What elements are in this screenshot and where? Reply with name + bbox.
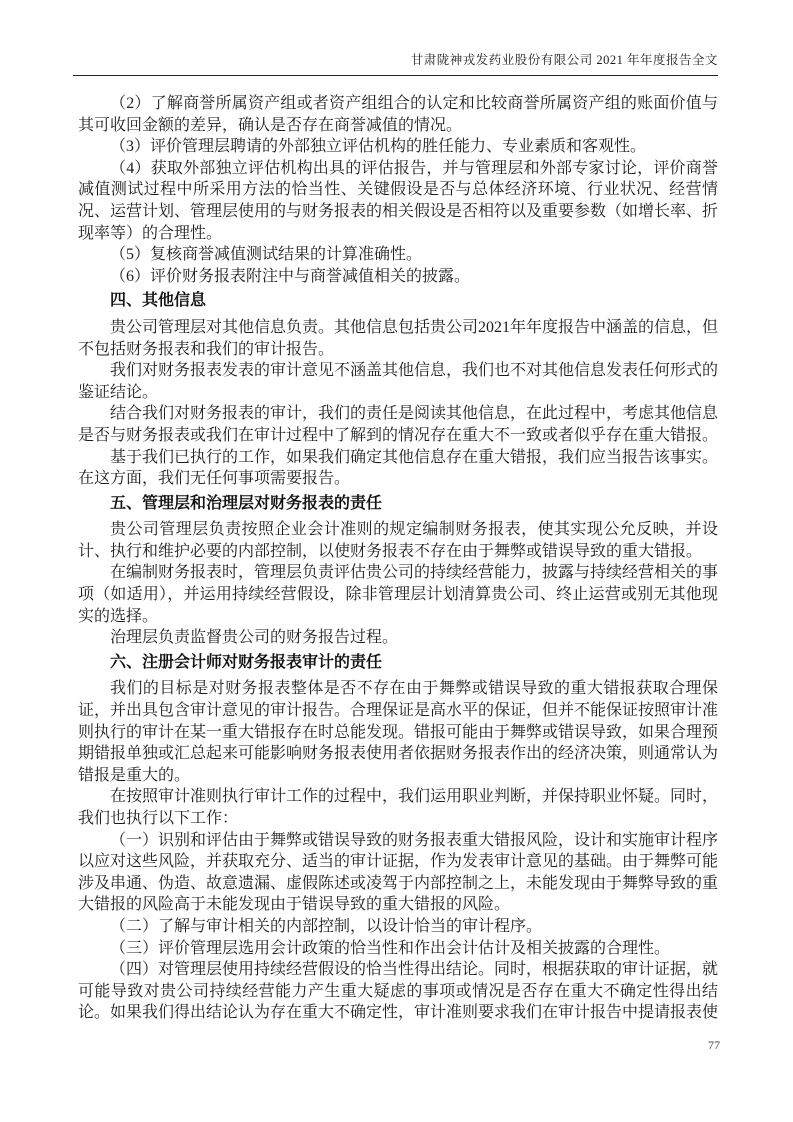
paragraph: 贵公司管理层对其他信息负责。其他信息包括贵公司2021年年度报告中涵盖的信息，但不包括财务报表和我们的审计报告。 [78, 318, 719, 358]
paragraph: 治理层负责监督贵公司的财务报告过程。 [110, 629, 399, 647]
section-heading-other-information: 四、其他信息 [110, 292, 207, 310]
paragraph: （3）评价管理层聘请的外部独立评估机构的胜任能力、专业素质和客观性。 [110, 138, 647, 156]
header-title: 甘肃陇神戎发药业股份有限公司 2021 年年度报告全文 [73, 50, 718, 76]
paragraph: （一）识别和评估由于舞弊或错误导致的财务报表重大错报风险，设计和实施审计程序以应对这些风险，并获取充分、适当的审计证据，作为发表审计意见的基础。由于舞弊可能涉及串通、伪造、故意遗漏、虚假陈述或凌驾于内部控制之上，未能发现由于舞弊导致的重大错报的风险高于未能发现由于错误导致的重大错报的风险。 [78, 831, 719, 914]
paragraph: （二）了解与审计相关的内部控制，以设计恰当的审计程序。 [110, 917, 543, 935]
paragraph: 基于我们已执行的工作，如果我们确定其他信息存在重大错报，我们应当报告该事实。在这方面，我们无任何事项需要报告。 [78, 448, 719, 488]
section-heading-auditor-responsibility: 六、注册会计师对财务报表审计的责任 [110, 653, 383, 671]
paragraph: 结合我们对财务报表的审计，我们的责任是阅读其他信息，在此过程中，考虑其他信息是否与财务报表或我们在审计过程中了解到的情况存在重大不一致或者似乎存在重大错报。 [78, 405, 719, 444]
paragraph: 贵公司管理层负责按照企业会计准则的规定编制财务报表，使其实现公允反映，并设计、执行和维护必要的内部控制，以使财务报表不存在由于舞弊或错误导致的重大错报。 [78, 521, 718, 560]
paragraph: 在编制财务报表时，管理层负责评估贵公司的持续经营能力，披露与持续经营相关的事项（如适用），并运用持续经营假设，除非管理层计划清算贵公司、终止运营或别无其他现实的选择。 [78, 564, 719, 625]
paragraph: （4）获取外部独立评估机构出具的评估报告，并与管理层和外部专家讨论，评价商誉减值测试过程中所采用方法的恰当性、关键假设是否与总体经济环境、行业状况、经营情况、运营计划、管理层使用的与财务报表的相关假设是否相符以及重要参数（如增长率、折现率等）的合理性。 [78, 159, 719, 242]
paragraph: （四）对管理层使用持续经营假设的恰当性得出结论。同时，根据获取的审计证据，就可能导致对贵公司持续经营能力产生重大疑虑的事项或情况是否存在重大不确定性得出结论。如果我们得出结论认为存在重大不确定性，审计准则要求我们在审计报告中提请报表使 [78, 961, 719, 1022]
paragraph: （6）评价财务报表附注中与商誉减值相关的披露。 [110, 267, 471, 285]
paragraph: （2）了解商誉所属资产组或者资产组组合的认定和比较商誉所属资产组的账面价值与其可收回金额的差异，确认是否存在商誉减值的情况。 [78, 95, 718, 134]
document-body [78, 93, 718, 1024]
paragraph: 在按照审计准则执行审计工作的过程中，我们运用职业判断，并保持职业怀疑。同时，我们也执行以下工作： [78, 788, 719, 827]
paragraph: （5）复核商誉减值测试结果的计算准确性。 [110, 246, 423, 264]
section-heading-management-responsibility: 五、管理层和治理层对财务报表的责任 [110, 494, 383, 512]
page-number: 77 [708, 1038, 720, 1052]
paragraph: 我们对财务报表发表的审计意见不涵盖其他信息，我们也不对其他信息发表任何形式的鉴证结论。 [78, 362, 719, 401]
paragraph: 我们的目标是对财务报表整体是否不存在由于舞弊或错误导致的重大错报获取合理保证，并出具包含审计意见的审计报告。合理保证是高水平的保证，但并不能保证按照审计准则执行的审计在某一重大错报存在时总能发现。错报可能由于舞弊或错误导致，如果合理预期错报单独或汇总起来可能影响财务报表使用者依据财务报表作出的经济决策，则通常认为错报是重大的。 [78, 680, 719, 784]
paragraph: （三）评价管理层选用会计政策的恰当性和作出会计估计及相关披露的合理性。 [110, 939, 671, 957]
